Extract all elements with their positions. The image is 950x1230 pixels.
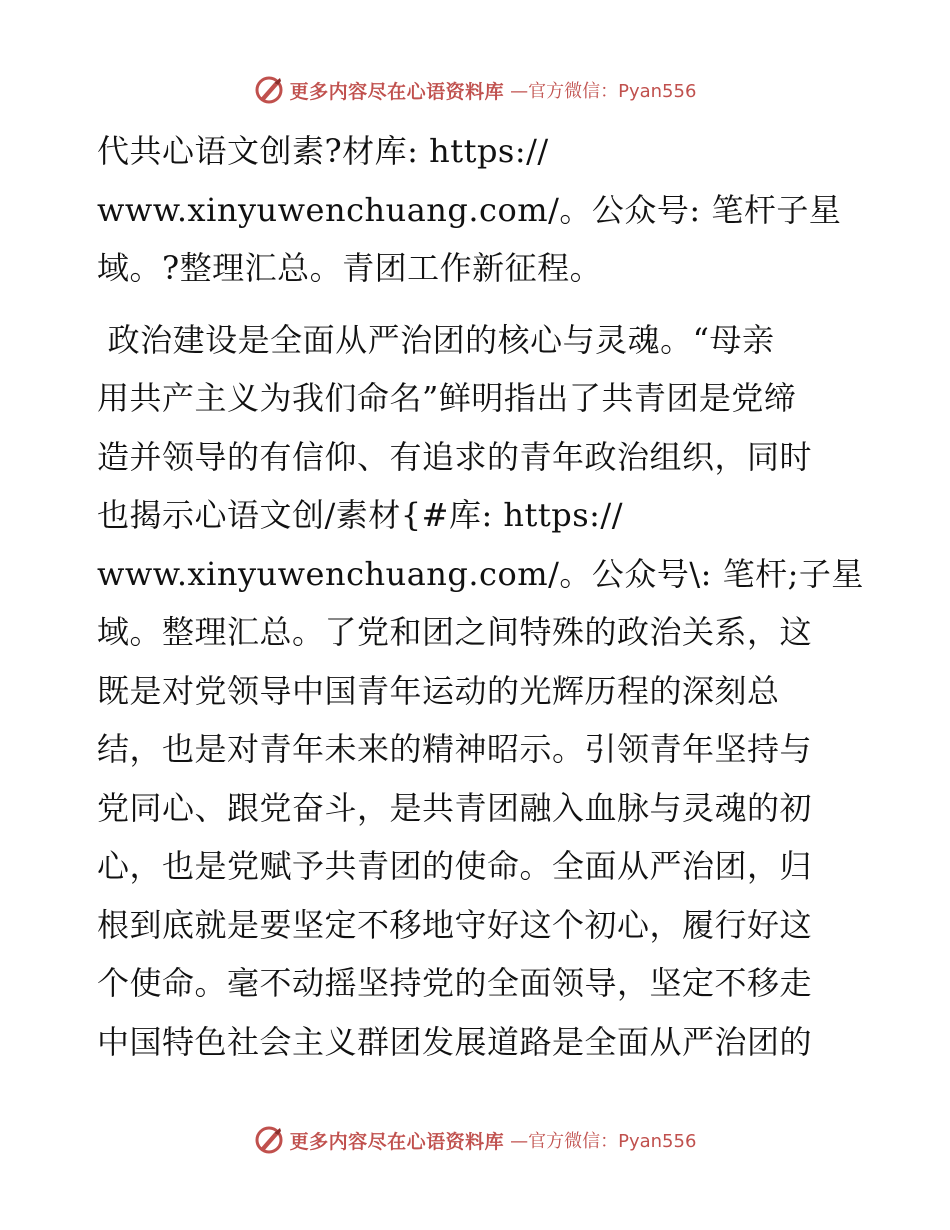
text-line: 造并领导的有信仰、有追求的青年政治组织，同时	[97, 437, 813, 476]
paragraph-political-building	[97, 311, 864, 1072]
text-line: www.xinyuwenchuang.com/。公众号: 笔杆子星	[97, 190, 842, 229]
text-line: 结，也是对青年未来的精神昭示。引领青年坚持与	[97, 730, 813, 768]
footer-banner-content	[254, 1125, 697, 1155]
quill-pen-logo-icon	[254, 75, 284, 105]
text-line: 域。整理汇总。了党和团之间特殊的政治关系，这	[97, 613, 813, 651]
text-line: 代共心语文创素?材库: https://	[97, 132, 549, 170]
header-banner-content	[254, 75, 697, 105]
text-line: 中国特色社会主义群团发展道路是全面从严治团的	[97, 1022, 813, 1061]
quill-pen-logo-icon	[254, 1125, 284, 1155]
text-line: 域。?整理汇总。青团工作新征程。	[97, 249, 603, 287]
text-line: 也揭示心语文创/素材{#库: https://	[97, 496, 623, 534]
text-line: 用共产主义为我们命名”鲜明指出了共青团是党缔	[97, 379, 797, 417]
text-line: 个使命。毫不动摇坚持党的全面领导，坚定不移走	[97, 964, 813, 1002]
text-line: 既是对党领导中国青年运动的光辉历程的深刻总	[97, 671, 780, 710]
header-banner	[0, 70, 950, 110]
text-line: 心，也是党赋予共青团的使命。全面从严治团，归	[97, 847, 813, 885]
banner-contact: —官方微信：Pyan556	[510, 81, 697, 102]
banner-title: 更多内容尽在心语资料库	[289, 80, 505, 103]
document-body	[97, 122, 864, 1071]
footer-banner	[0, 1120, 950, 1160]
banner-contact: —官方微信：Pyan556	[510, 1131, 697, 1152]
banner-title: 更多内容尽在心语资料库	[289, 1130, 505, 1153]
text-line: 政治建设是全面从严治团的核心与灵魂。“母亲	[97, 320, 775, 359]
text-line: www.xinyuwenchuang.com/。公众号\: 笔杆;子星	[97, 554, 864, 593]
paragraph-intro	[97, 122, 857, 298]
text-line: 党同心、跟党奋斗，是共青团融入血脉与灵魂的初	[97, 788, 813, 827]
text-line: 根到底就是要坚定不移地守好这个初心，履行好这	[97, 905, 813, 944]
